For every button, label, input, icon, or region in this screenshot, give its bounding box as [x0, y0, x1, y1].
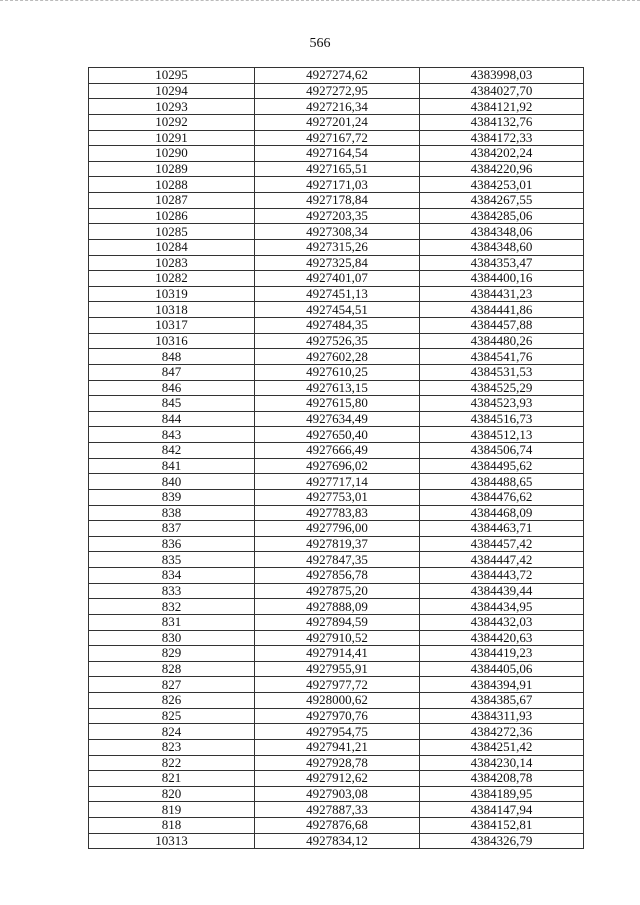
y-coordinate-cell: 4383998,03: [420, 68, 584, 84]
point-number-cell: 822: [89, 755, 255, 771]
table-row: [89, 677, 584, 693]
y-coordinate-cell: 4384434,95: [420, 599, 584, 615]
point-number-cell: 820: [89, 786, 255, 802]
y-coordinate-cell: 4384152,81: [420, 818, 584, 834]
table-row: [89, 661, 584, 677]
table-row: [89, 833, 584, 849]
x-coordinate-cell: 4927178,84: [255, 193, 420, 209]
y-coordinate-cell: 4384267,55: [420, 193, 584, 209]
y-coordinate-cell: 4384027,70: [420, 83, 584, 99]
y-coordinate-cell: 4384121,92: [420, 99, 584, 115]
x-coordinate-cell: 4927876,68: [255, 818, 420, 834]
y-coordinate-cell: 4384441,86: [420, 302, 584, 318]
point-number-cell: 818: [89, 818, 255, 834]
point-number-cell: 821: [89, 771, 255, 787]
y-coordinate-cell: 4384348,60: [420, 239, 584, 255]
y-coordinate-cell: 4384251,42: [420, 739, 584, 755]
x-coordinate-cell: 4927615,80: [255, 396, 420, 412]
x-coordinate-cell: 4927941,21: [255, 739, 420, 755]
table-body: [89, 68, 584, 849]
table-row: [89, 271, 584, 287]
table-row: [89, 380, 584, 396]
table-row: [89, 739, 584, 755]
x-coordinate-cell: 4927914,41: [255, 646, 420, 662]
x-coordinate-cell: 4927401,07: [255, 271, 420, 287]
y-coordinate-cell: 4384202,24: [420, 146, 584, 162]
point-number-cell: 835: [89, 552, 255, 568]
x-coordinate-cell: 4927171,03: [255, 177, 420, 193]
point-number-cell: 10285: [89, 224, 255, 240]
table-row: [89, 693, 584, 709]
x-coordinate-cell: 4927216,34: [255, 99, 420, 115]
y-coordinate-cell: 4384457,88: [420, 318, 584, 334]
point-number-cell: 10318: [89, 302, 255, 318]
x-coordinate-cell: 4927970,76: [255, 708, 420, 724]
x-coordinate-cell: 4927165,51: [255, 161, 420, 177]
y-coordinate-cell: 4384394,91: [420, 677, 584, 693]
x-coordinate-cell: 4927308,34: [255, 224, 420, 240]
table-row: [89, 458, 584, 474]
table-row: [89, 302, 584, 318]
y-coordinate-cell: 4384463,71: [420, 521, 584, 537]
x-coordinate-cell: 4927164,54: [255, 146, 420, 162]
table-row: [89, 708, 584, 724]
x-coordinate-cell: 4927201,24: [255, 114, 420, 130]
x-coordinate-cell: 4927783,83: [255, 505, 420, 521]
y-coordinate-cell: 4384468,09: [420, 505, 584, 521]
point-number-cell: 824: [89, 724, 255, 740]
table-row: [89, 333, 584, 349]
table-row: [89, 239, 584, 255]
point-number-cell: 10287: [89, 193, 255, 209]
table-row: [89, 489, 584, 505]
point-number-cell: 10313: [89, 833, 255, 849]
point-number-cell: 841: [89, 458, 255, 474]
y-coordinate-cell: 4384405,06: [420, 661, 584, 677]
table-row: [89, 443, 584, 459]
point-number-cell: 828: [89, 661, 255, 677]
y-coordinate-cell: 4384439,44: [420, 583, 584, 599]
x-coordinate-cell: 4927650,40: [255, 427, 420, 443]
point-number-cell: 845: [89, 396, 255, 412]
x-coordinate-cell: 4927666,49: [255, 443, 420, 459]
y-coordinate-cell: 4384506,74: [420, 443, 584, 459]
x-coordinate-cell: 4927203,35: [255, 208, 420, 224]
y-coordinate-cell: 4384172,33: [420, 130, 584, 146]
x-coordinate-cell: 4927167,72: [255, 130, 420, 146]
table-row: [89, 208, 584, 224]
point-number-cell: 833: [89, 583, 255, 599]
point-number-cell: 836: [89, 536, 255, 552]
x-coordinate-cell: 4927875,20: [255, 583, 420, 599]
x-coordinate-cell: 4927910,52: [255, 630, 420, 646]
y-coordinate-cell: 4384189,95: [420, 786, 584, 802]
x-coordinate-cell: 4927526,35: [255, 333, 420, 349]
x-coordinate-cell: 4927928,78: [255, 755, 420, 771]
point-number-cell: 819: [89, 802, 255, 818]
x-coordinate-cell: 4927451,13: [255, 286, 420, 302]
y-coordinate-cell: 4384480,26: [420, 333, 584, 349]
x-coordinate-cell: 4927954,75: [255, 724, 420, 740]
table-row: [89, 83, 584, 99]
table-row: [89, 318, 584, 334]
point-number-cell: 10294: [89, 83, 255, 99]
x-coordinate-cell: 4927847,35: [255, 552, 420, 568]
point-number-cell: 10295: [89, 68, 255, 84]
x-coordinate-cell: 4927834,12: [255, 833, 420, 849]
x-coordinate-cell: 4927634,49: [255, 411, 420, 427]
point-number-cell: 10284: [89, 239, 255, 255]
point-number-cell: 10316: [89, 333, 255, 349]
table-row: [89, 630, 584, 646]
point-number-cell: 10289: [89, 161, 255, 177]
x-coordinate-cell: 4927274,62: [255, 68, 420, 84]
y-coordinate-cell: 4384495,62: [420, 458, 584, 474]
x-coordinate-cell: 4927796,00: [255, 521, 420, 537]
point-number-cell: 847: [89, 364, 255, 380]
x-coordinate-cell: 4928000,62: [255, 693, 420, 709]
table-row: [89, 568, 584, 584]
point-number-cell: 840: [89, 474, 255, 490]
y-coordinate-cell: 4384147,94: [420, 802, 584, 818]
point-number-cell: 10317: [89, 318, 255, 334]
point-number-cell: 10283: [89, 255, 255, 271]
table-row: [89, 224, 584, 240]
table-row: [89, 255, 584, 271]
x-coordinate-cell: 4927454,51: [255, 302, 420, 318]
point-number-cell: 830: [89, 630, 255, 646]
table-row: [89, 521, 584, 537]
table-row: [89, 396, 584, 412]
y-coordinate-cell: 4384272,36: [420, 724, 584, 740]
x-coordinate-cell: 4927717,14: [255, 474, 420, 490]
x-coordinate-cell: 4927696,02: [255, 458, 420, 474]
point-number-cell: 10282: [89, 271, 255, 287]
table-row: [89, 177, 584, 193]
table-row: [89, 427, 584, 443]
x-coordinate-cell: 4927613,15: [255, 380, 420, 396]
y-coordinate-cell: 4384531,53: [420, 364, 584, 380]
table-row: [89, 724, 584, 740]
x-coordinate-cell: 4927315,26: [255, 239, 420, 255]
table-row: [89, 771, 584, 787]
y-coordinate-cell: 4384523,93: [420, 396, 584, 412]
x-coordinate-cell: 4927955,91: [255, 661, 420, 677]
y-coordinate-cell: 4384432,03: [420, 614, 584, 630]
y-coordinate-cell: 4384220,96: [420, 161, 584, 177]
table-row: [89, 786, 584, 802]
x-coordinate-cell: 4927753,01: [255, 489, 420, 505]
y-coordinate-cell: 4384311,93: [420, 708, 584, 724]
y-coordinate-cell: 4384420,63: [420, 630, 584, 646]
point-number-cell: 10288: [89, 177, 255, 193]
x-coordinate-cell: 4927856,78: [255, 568, 420, 584]
point-number-cell: 10292: [89, 114, 255, 130]
point-number-cell: 825: [89, 708, 255, 724]
table-row: [89, 411, 584, 427]
x-coordinate-cell: 4927903,08: [255, 786, 420, 802]
y-coordinate-cell: 4384400,16: [420, 271, 584, 287]
table-row: [89, 755, 584, 771]
table-row: [89, 364, 584, 380]
y-coordinate-cell: 4384541,76: [420, 349, 584, 365]
x-coordinate-cell: 4927894,59: [255, 614, 420, 630]
point-number-cell: 10286: [89, 208, 255, 224]
x-coordinate-cell: 4927887,33: [255, 802, 420, 818]
point-number-cell: 848: [89, 349, 255, 365]
point-number-cell: 842: [89, 443, 255, 459]
x-coordinate-cell: 4927325,84: [255, 255, 420, 271]
coordinates-table: [88, 67, 584, 849]
y-coordinate-cell: 4384208,78: [420, 771, 584, 787]
page-number: 566: [309, 36, 331, 51]
x-coordinate-cell: 4927272,95: [255, 83, 420, 99]
scan-edge-line: [0, 0, 640, 2]
y-coordinate-cell: 4384385,67: [420, 693, 584, 709]
table-row: [89, 552, 584, 568]
point-number-cell: 839: [89, 489, 255, 505]
point-number-cell: 832: [89, 599, 255, 615]
table-row: [89, 68, 584, 84]
table-row: [89, 349, 584, 365]
table-row: [89, 599, 584, 615]
table-row: [89, 161, 584, 177]
table-row: [89, 193, 584, 209]
y-coordinate-cell: 4384253,01: [420, 177, 584, 193]
y-coordinate-cell: 4384476,62: [420, 489, 584, 505]
y-coordinate-cell: 4384348,06: [420, 224, 584, 240]
table-row: [89, 614, 584, 630]
table-row: [89, 146, 584, 162]
x-coordinate-cell: 4927602,28: [255, 349, 420, 365]
x-coordinate-cell: 4927912,62: [255, 771, 420, 787]
point-number-cell: 827: [89, 677, 255, 693]
table-row: [89, 802, 584, 818]
y-coordinate-cell: 4384431,23: [420, 286, 584, 302]
table-row: [89, 474, 584, 490]
point-number-cell: 10293: [89, 99, 255, 115]
y-coordinate-cell: 4384516,73: [420, 411, 584, 427]
table-row: [89, 99, 584, 115]
table-row: [89, 130, 584, 146]
point-number-cell: 10319: [89, 286, 255, 302]
y-coordinate-cell: 4384447,42: [420, 552, 584, 568]
point-number-cell: 846: [89, 380, 255, 396]
table-row: [89, 536, 584, 552]
point-number-cell: 831: [89, 614, 255, 630]
table-row: [89, 114, 584, 130]
x-coordinate-cell: 4927977,72: [255, 677, 420, 693]
y-coordinate-cell: 4384353,47: [420, 255, 584, 271]
x-coordinate-cell: 4927819,37: [255, 536, 420, 552]
table-row: [89, 646, 584, 662]
x-coordinate-cell: 4927610,25: [255, 364, 420, 380]
x-coordinate-cell: 4927888,09: [255, 599, 420, 615]
point-number-cell: 837: [89, 521, 255, 537]
y-coordinate-cell: 4384230,14: [420, 755, 584, 771]
point-number-cell: 834: [89, 568, 255, 584]
table-row: [89, 505, 584, 521]
point-number-cell: 829: [89, 646, 255, 662]
y-coordinate-cell: 4384326,79: [420, 833, 584, 849]
table-row: [89, 583, 584, 599]
y-coordinate-cell: 4384132,76: [420, 114, 584, 130]
y-coordinate-cell: 4384512,13: [420, 427, 584, 443]
y-coordinate-cell: 4384488,65: [420, 474, 584, 490]
y-coordinate-cell: 4384285,06: [420, 208, 584, 224]
point-number-cell: 10290: [89, 146, 255, 162]
point-number-cell: 823: [89, 739, 255, 755]
y-coordinate-cell: 4384443,72: [420, 568, 584, 584]
table-row: [89, 818, 584, 834]
point-number-cell: 844: [89, 411, 255, 427]
y-coordinate-cell: 4384525,29: [420, 380, 584, 396]
x-coordinate-cell: 4927484,35: [255, 318, 420, 334]
y-coordinate-cell: 4384457,42: [420, 536, 584, 552]
point-number-cell: 838: [89, 505, 255, 521]
y-coordinate-cell: 4384419,23: [420, 646, 584, 662]
point-number-cell: 843: [89, 427, 255, 443]
point-number-cell: 826: [89, 693, 255, 709]
table-row: [89, 286, 584, 302]
point-number-cell: 10291: [89, 130, 255, 146]
